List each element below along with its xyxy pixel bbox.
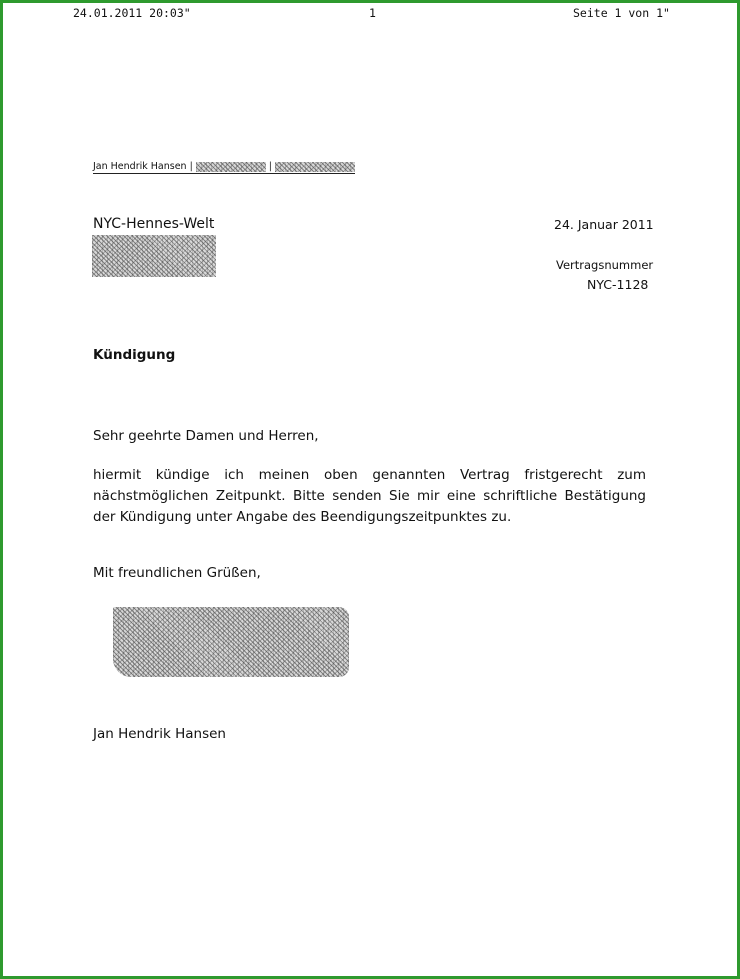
fax-page-count: Seite 1 von 1" (573, 6, 670, 20)
salutation: Sehr geehrte Damen und Herren, (93, 428, 319, 444)
contract-number: NYC-1128 (587, 277, 649, 292)
sender-separator: | (268, 161, 272, 172)
sender-separator: | (189, 161, 193, 172)
signature-name: Jan Hendrik Hansen (93, 726, 226, 742)
redacted-signature (113, 607, 349, 677)
contract-number-label: Vertragsnummer (556, 258, 654, 272)
closing-phrase: Mit freundlichen Grüßen, (93, 565, 261, 581)
redacted-city (275, 162, 355, 172)
recipient-name: NYC-Hennes-Welt (93, 216, 215, 232)
redacted-recipient-address (92, 235, 216, 277)
redacted-street (196, 162, 266, 172)
letter-date: 24. Januar 2011 (554, 217, 654, 232)
fax-number: 1 (369, 6, 376, 20)
letter-subject: Kündigung (93, 347, 176, 363)
fax-timestamp: 24.01.2011 20:03" (73, 6, 191, 20)
sender-name: Jan Hendrik Hansen (93, 161, 187, 172)
sender-address-line (93, 161, 355, 174)
fax-header (3, 6, 737, 22)
letter-body: hiermit kündige ich meinen oben genannten Vertrag fristgerecht zum nächstmöglichen Zeitpunkt. Bitte senden Sie mir eine schriftliche Bestätigung der Kündigung unter Angabe des Beendigungszeitpunktes zu. (93, 467, 646, 525)
